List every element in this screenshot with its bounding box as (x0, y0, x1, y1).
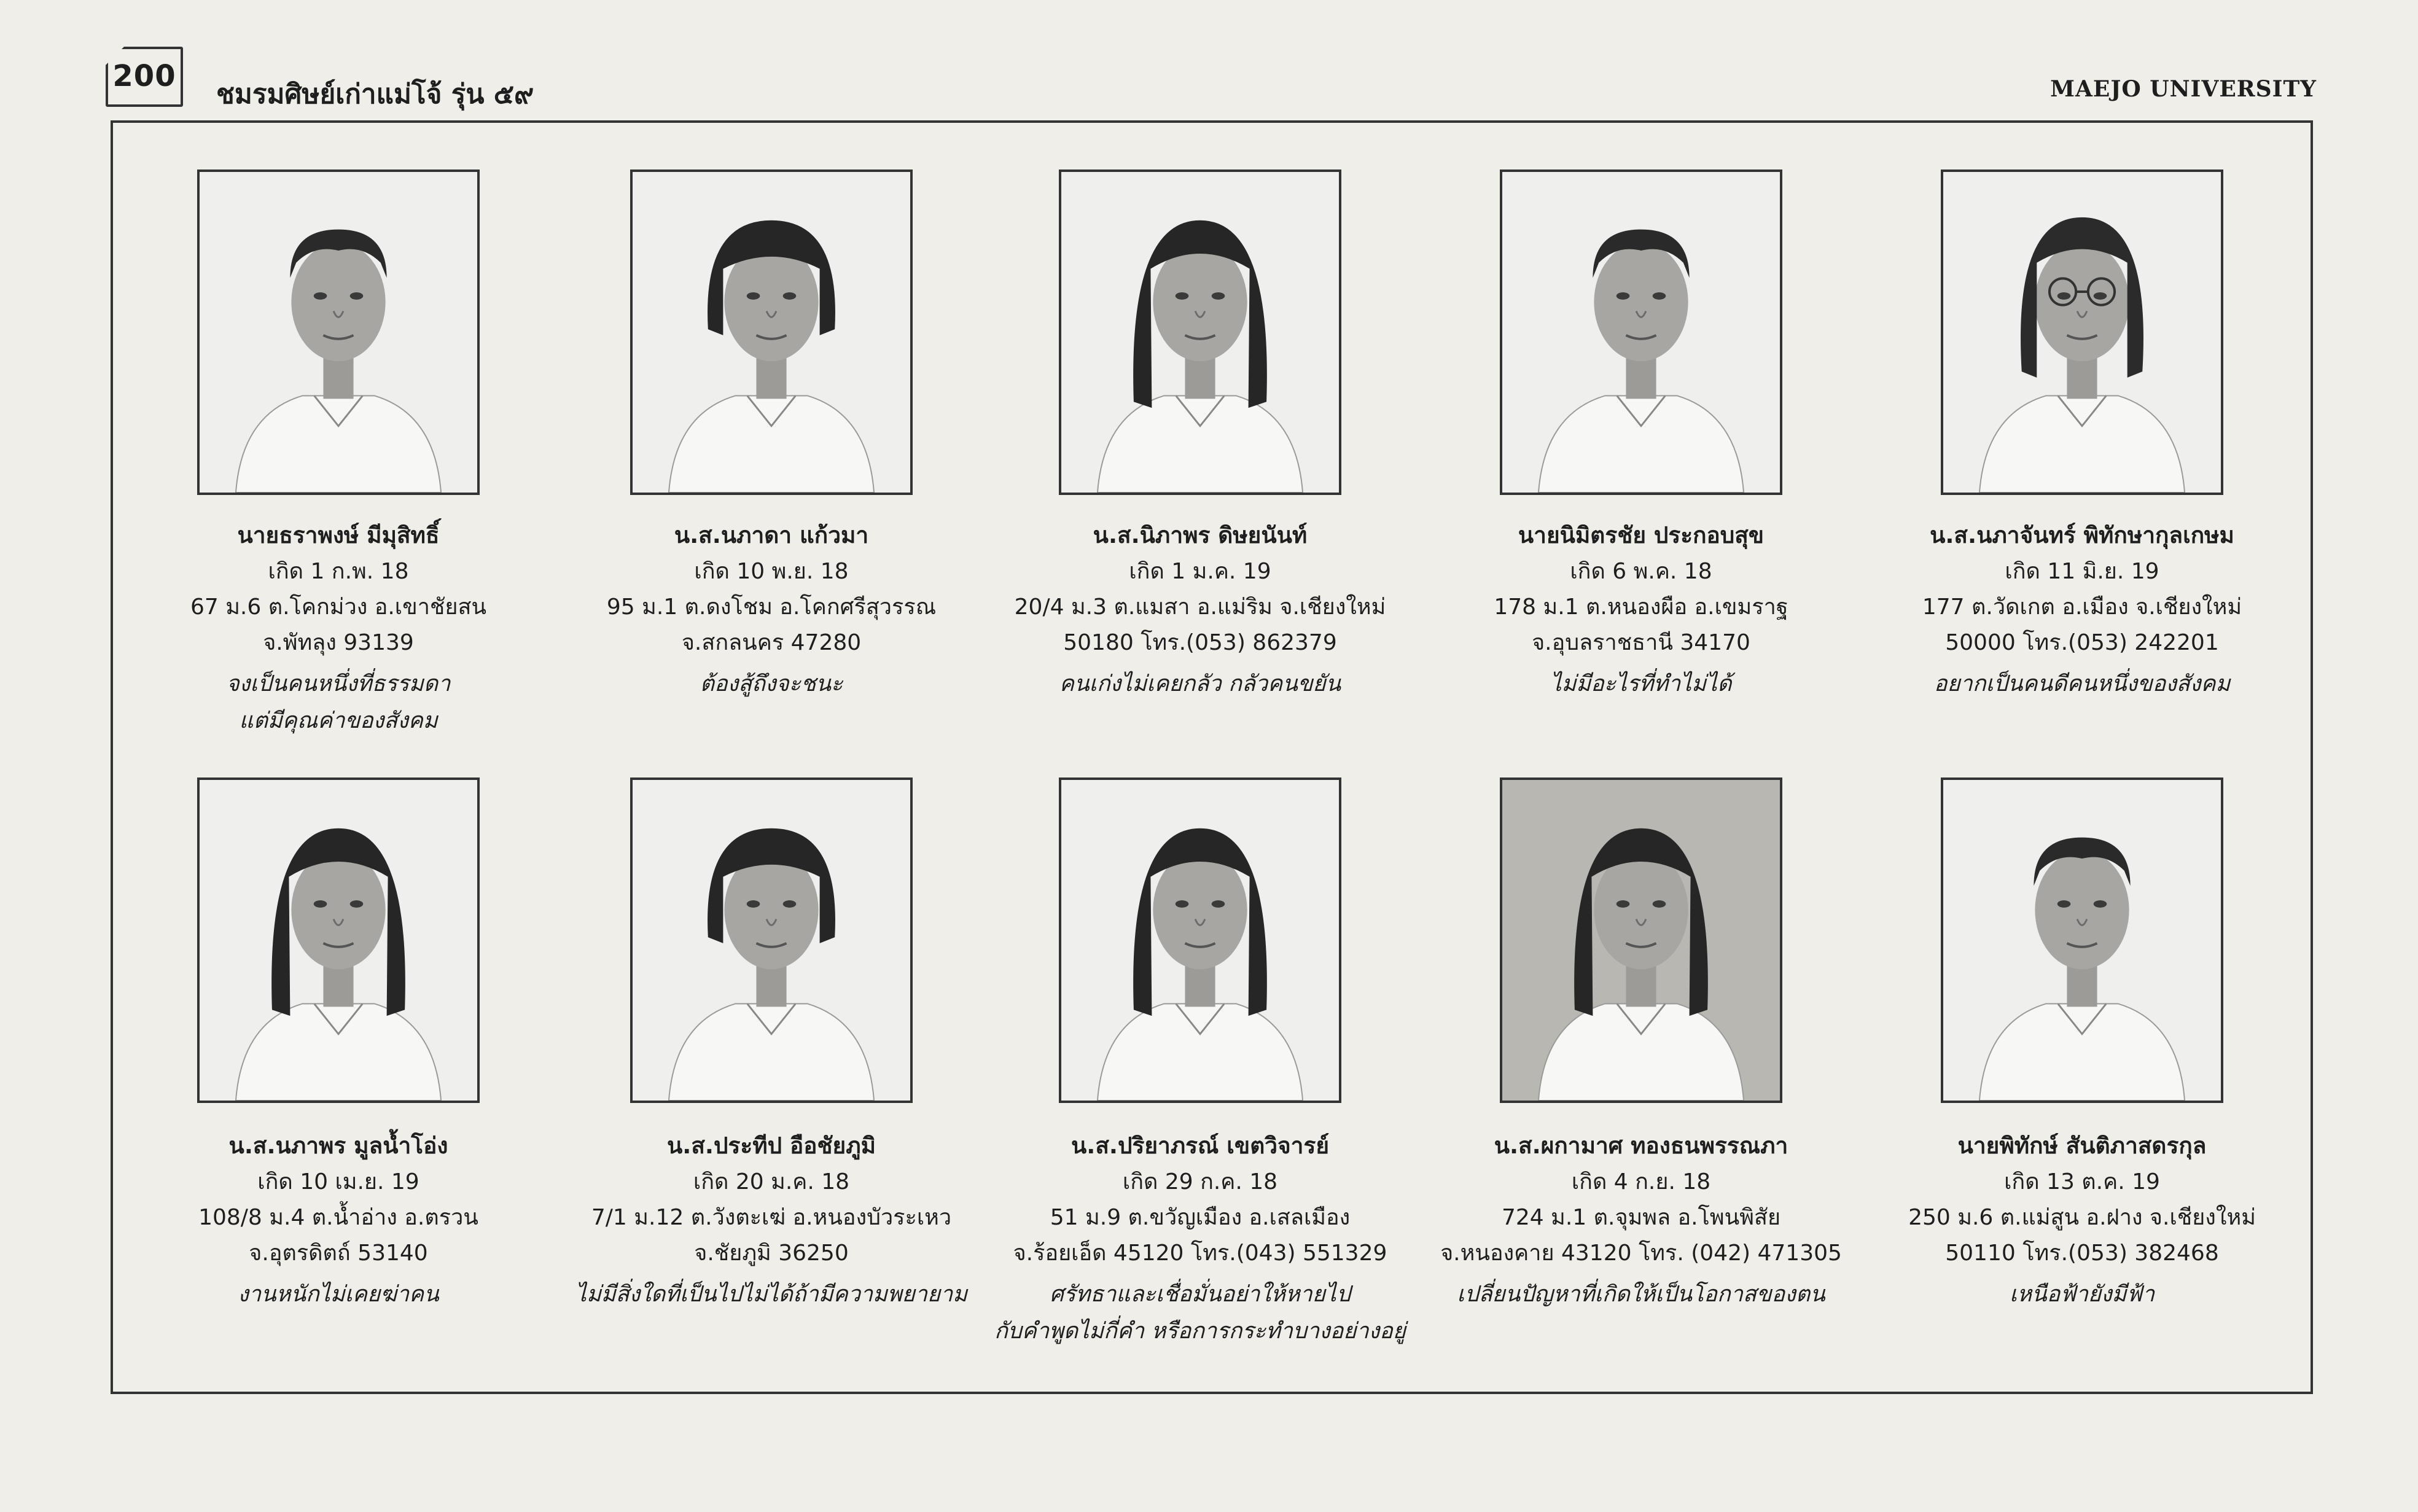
birth-date: เกิด 10 เม.ย. 19 (257, 1169, 419, 1194)
address-line-2: จ.อุตรดิตถ์ 53140 (249, 1241, 428, 1266)
student-name: นายพิทักษ์ สันติภาสดรกุล (1957, 1132, 2207, 1159)
address-line-2: จ.อุบลราชธานี 34170 (1532, 630, 1750, 655)
address-line-2: 50000 โทร.(053) 242201 (1945, 630, 2219, 655)
student-name: น.ส.นิภาพร ดิษยนันท์ (1093, 522, 1308, 548)
student-name: น.ส.ประทีป อือชัยภูมิ (667, 1132, 876, 1159)
student-photo (197, 170, 480, 495)
student-info (130, 517, 547, 739)
address-line-2: 50110 โทร.(053) 382468 (1945, 1241, 2219, 1266)
student-info (563, 1128, 980, 1313)
address-line-1: 51 ม.9 ต.ขวัญเมือง อ.เสลเมือง (1050, 1205, 1351, 1230)
address-line-2: จ.ชัยภูมิ 36250 (694, 1241, 849, 1266)
address-line-1: 724 ม.1 ต.จุมพล อ.โพนพิสัย (1501, 1205, 1781, 1230)
student-name: น.ส.ปริยาภรณ์ เขตวิจารย์ (1071, 1132, 1330, 1159)
student-name: น.ส.ผกามาศ ทองธนพรรณภา (1494, 1132, 1788, 1159)
student-photo (197, 777, 480, 1103)
student-info (1432, 517, 1850, 703)
birth-date: เกิด 10 พ.ย. 18 (694, 559, 849, 584)
address-line-1: 178 ม.1 ต.หนองผือ อ.เขมราฐ (1494, 594, 1788, 620)
motto-line-1: ไม่มีอะไรที่ทำไม่ได้ (1550, 671, 1732, 696)
student-info (1873, 1128, 2291, 1313)
motto-line-1: ศรัทธาและเชื่อมั่นอย่าให้หายไป (1050, 1282, 1351, 1307)
student-info (991, 517, 1409, 703)
student-photo (630, 777, 913, 1103)
motto-line-1: อยากเป็นคนดีคนหนึ่งของสังคม (1933, 671, 2231, 696)
address-line-1: 250 ม.6 ต.แม่สูน อ.ฝาง จ.เชียงใหม่ (1908, 1205, 2256, 1230)
motto-line-1: คนเก่งไม่เคยกลัว กลัวคนขยัน (1059, 671, 1341, 696)
address-line-1: 95 ม.1 ต.ดงโชม อ.โคกศรีสุวรรณ (606, 594, 937, 620)
student-photo (1500, 777, 1782, 1103)
motto-line-1: เหนือฟ้ายังมีฟ้า (2009, 1282, 2155, 1307)
motto-line-2: แต่มีคุณค่าของสังคม (239, 708, 438, 733)
student-info (1432, 1128, 1850, 1313)
student-photo (1941, 170, 2223, 495)
birth-date: เกิด 6 พ.ค. 18 (1570, 559, 1712, 584)
address-line-1: 7/1 ม.12 ต.วังตะเฆ่ อ.หนองบัวระเหว (591, 1205, 952, 1230)
birth-date: เกิด 1 ก.พ. 18 (268, 559, 409, 584)
motto-line-1: จงเป็นคนหนึ่งที่ธรรมดา (226, 671, 451, 696)
birth-date: เกิด 11 มิ.ย. 19 (2005, 559, 2159, 584)
student-photo (1500, 170, 1782, 495)
birth-date: เกิด 13 ต.ค. 19 (2004, 1169, 2160, 1194)
student-photo (1059, 777, 1341, 1103)
motto-line-1: งานหนักไม่เคยฆ่าคน (238, 1282, 439, 1307)
address-line-1: 20/4 ม.3 ต.แมสา อ.แม่ริม จ.เชียงใหม่ (1014, 594, 1386, 620)
motto-line-1: เปลี่ยนปัญหาที่เกิดให้เป็นโอกาสของตน (1457, 1282, 1825, 1307)
birth-date: เกิด 4 ก.ย. 18 (1571, 1169, 1711, 1194)
address-line-2: จ.หนองคาย 43120 โทร. (042) 471305 (1440, 1241, 1842, 1266)
motto-line-2: กับคำพูดไม่กี่คำ หรือการกระทำบางอย่างอยู่ (994, 1319, 1406, 1344)
page-number: 200 (112, 59, 176, 93)
birth-date: เกิด 20 ม.ค. 18 (693, 1169, 850, 1194)
student-info (130, 1128, 547, 1313)
address-line-1: 177 ต.วัดเกต อ.เมือง จ.เชียงใหม่ (1922, 594, 2242, 620)
student-photo (1941, 777, 2223, 1103)
birth-date: เกิด 1 ม.ค. 19 (1129, 559, 1271, 584)
page-title: ชมรมศิษย์เก่าแม่โจ้ รุ่น ๕๙ (216, 79, 534, 110)
student-photo (630, 170, 913, 495)
student-info (563, 517, 980, 703)
student-info (991, 1128, 1409, 1350)
student-name: น.ส.นภาจันทร์ พิทักษากุลเกษม (1930, 522, 2234, 548)
student-name: นายธราพงษ์ มีมุสิทธิ์ (237, 522, 440, 548)
student-name: น.ส.นภาดา แก้วมา (674, 522, 869, 548)
student-name: น.ส.นภาพร มูลน้ำโอ่ง (228, 1132, 448, 1159)
address-line-1: 67 ม.6 ต.โคกม่วง อ.เขาชัยสน (190, 594, 487, 620)
university-name: MAEJO UNIVERSITY (2050, 76, 2317, 102)
student-photo (1059, 170, 1341, 495)
address-line-1: 108/8 ม.4 ต.น้ำอ่าง อ.ตรวน (198, 1205, 478, 1230)
birth-date: เกิด 29 ก.ค. 18 (1122, 1169, 1278, 1194)
student-info (1873, 517, 2291, 703)
motto-line-1: ต้องสู้ถึงจะชนะ (700, 671, 843, 696)
student-name: นายนิมิตรชัย ประกอบสุข (1518, 522, 1765, 548)
address-line-2: 50180 โทร.(053) 862379 (1063, 630, 1337, 655)
address-line-2: จ.ร้อยเอ็ด 45120 โทร.(043) 551329 (1013, 1241, 1387, 1266)
address-line-2: จ.สกลนคร 47280 (681, 630, 862, 655)
page-number-box (106, 47, 183, 107)
motto-line-1: ไม่มีสิ่งใดที่เป็นไปไม่ได้ถ้ามีความพยายาม (575, 1282, 967, 1307)
address-line-2: จ.พัทลุง 93139 (263, 630, 414, 655)
